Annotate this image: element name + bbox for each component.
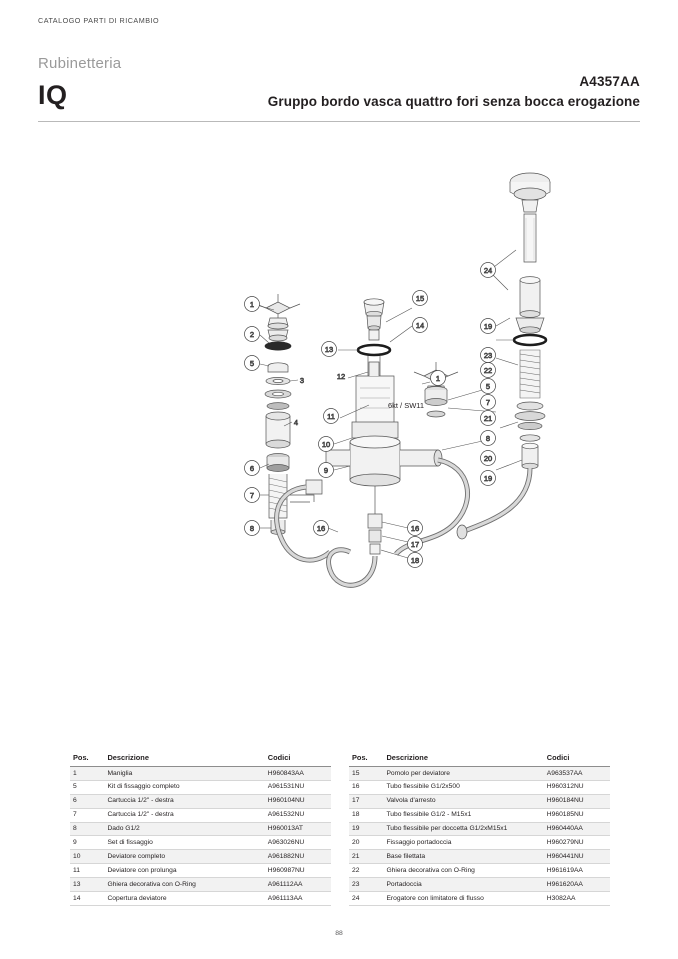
cell-code: H960312NU xyxy=(544,780,610,794)
col-header-description: Descrizione xyxy=(383,750,543,767)
cell-code: A961532NU xyxy=(265,808,331,822)
cell-pos: 1 xyxy=(70,767,104,781)
cell-pos: 6 xyxy=(70,794,104,808)
table-row xyxy=(70,794,331,808)
svg-text:20: 20 xyxy=(483,454,493,463)
svg-text:6: 6 xyxy=(249,464,255,473)
table-row xyxy=(349,780,610,794)
cell-code: H960104NU xyxy=(265,794,331,808)
cell-description: Deviatore con prolunga xyxy=(104,864,264,878)
svg-text:1: 1 xyxy=(249,300,255,309)
cell-description: Portadoccia xyxy=(383,878,543,892)
svg-text:19: 19 xyxy=(483,474,493,483)
cell-description: Ghiera decorativa con O-Ring xyxy=(383,864,543,878)
svg-text:8: 8 xyxy=(249,524,255,533)
cell-pos: 20 xyxy=(349,836,383,850)
cell-description: Kit di fissaggio completo xyxy=(104,780,264,794)
svg-text:9: 9 xyxy=(323,466,329,475)
cell-code: H960185NU xyxy=(544,808,610,822)
cell-code: A961531NU xyxy=(265,780,331,794)
svg-text:14: 14 xyxy=(415,321,425,330)
table-row xyxy=(349,822,610,836)
table-row xyxy=(349,836,610,850)
cell-code: H961620AA xyxy=(544,878,610,892)
cell-code: H960013AT xyxy=(265,822,331,836)
cell-pos: 7 xyxy=(70,808,104,822)
hex-note-label: 6kt / SW11 xyxy=(387,401,425,410)
cell-code: H3082AA xyxy=(544,892,610,906)
model-row xyxy=(38,74,640,109)
svg-text:19: 19 xyxy=(483,322,493,331)
cell-description: Valvola d'arresto xyxy=(383,794,543,808)
svg-text:3: 3 xyxy=(299,376,305,385)
cell-code: A961882NU xyxy=(265,850,331,864)
article-number: A4357AA xyxy=(579,74,640,89)
svg-text:16: 16 xyxy=(316,524,326,533)
cell-description: Tubo flessibile per doccetta G1/2xM15x1 xyxy=(383,822,543,836)
table-row xyxy=(349,850,610,864)
svg-text:8: 8 xyxy=(485,434,491,443)
cell-code: H960279NU xyxy=(544,836,610,850)
cell-pos: 10 xyxy=(70,850,104,864)
cell-code: A961113AA xyxy=(265,892,331,906)
svg-text:22: 22 xyxy=(483,366,493,375)
svg-text:10: 10 xyxy=(321,440,331,449)
exploded-view-diagram xyxy=(38,150,640,730)
cell-description: Copertura deviatore xyxy=(104,892,264,906)
table-row xyxy=(349,892,610,906)
cell-description: Maniglia xyxy=(104,767,264,781)
cell-code: H960987NU xyxy=(265,864,331,878)
cell-description: Deviatore completo xyxy=(104,850,264,864)
svg-text:2: 2 xyxy=(249,330,255,339)
svg-text:12: 12 xyxy=(336,372,346,381)
cell-description: Cartuccia 1/2" - destra xyxy=(104,808,264,822)
table-row xyxy=(349,878,610,892)
table-row xyxy=(349,808,610,822)
parts-tables xyxy=(70,750,610,906)
cell-code: A961112AA xyxy=(265,878,331,892)
cell-code: H960843AA xyxy=(265,767,331,781)
table-header-row xyxy=(70,750,331,767)
svg-text:15: 15 xyxy=(415,294,425,303)
cell-pos: 19 xyxy=(349,822,383,836)
svg-text:23: 23 xyxy=(483,351,493,360)
cell-code: H960184NU xyxy=(544,794,610,808)
table-row xyxy=(70,767,331,781)
cell-description: Tubo flessibile G1/2 - M15x1 xyxy=(383,808,543,822)
cell-pos: 14 xyxy=(70,892,104,906)
cell-pos: 8 xyxy=(70,822,104,836)
cell-pos: 21 xyxy=(349,850,383,864)
title-block xyxy=(38,55,640,109)
svg-text:5: 5 xyxy=(485,382,491,391)
table-row xyxy=(70,850,331,864)
cell-code: A963026NU xyxy=(265,836,331,850)
cell-pos: 9 xyxy=(70,836,104,850)
article-info xyxy=(68,74,640,109)
svg-text:18: 18 xyxy=(410,556,420,565)
cell-pos: 5 xyxy=(70,780,104,794)
table-header-row xyxy=(349,750,610,767)
svg-text:4: 4 xyxy=(293,418,299,427)
table-row xyxy=(70,864,331,878)
catalog-header-label: CATALOGO PARTI DI RICAMBIO xyxy=(38,16,160,25)
cell-pos: 23 xyxy=(349,878,383,892)
col-header-pos: Pos. xyxy=(70,750,104,767)
cell-pos: 17 xyxy=(349,794,383,808)
cell-description: Ghiera decorativa con O-Ring xyxy=(104,878,264,892)
table-row xyxy=(349,864,610,878)
header-divider xyxy=(38,121,640,122)
cell-description: Pomolo per deviatore xyxy=(383,767,543,781)
cell-pos: 18 xyxy=(349,808,383,822)
col-header-code: Codici xyxy=(544,750,610,767)
parts-table-left xyxy=(70,750,331,906)
cell-description: Dado G1/2 xyxy=(104,822,264,836)
cell-description: Erogatore con limitatore di flusso xyxy=(383,892,543,906)
series-label: IQ xyxy=(38,79,68,110)
brand-label: Rubinetteria xyxy=(38,55,122,72)
svg-text:11: 11 xyxy=(327,412,335,421)
cell-pos: 22 xyxy=(349,864,383,878)
cell-description: Cartuccia 1/2" - destra xyxy=(104,794,264,808)
svg-text:21: 21 xyxy=(483,414,493,423)
parts-table-right xyxy=(349,750,610,906)
cell-description: Fissaggio portadoccia xyxy=(383,836,543,850)
svg-text:17: 17 xyxy=(410,540,420,549)
table-row xyxy=(70,808,331,822)
col-header-description: Descrizione xyxy=(104,750,264,767)
table-row xyxy=(70,892,331,906)
cell-description: Tubo flessibile G1/2x500 xyxy=(383,780,543,794)
cell-description: Set di fissaggio xyxy=(104,836,264,850)
svg-text:7: 7 xyxy=(485,398,491,407)
svg-text:7: 7 xyxy=(249,491,255,500)
col-header-pos: Pos. xyxy=(349,750,383,767)
svg-text:16: 16 xyxy=(410,524,420,533)
cell-description: Base filettata xyxy=(383,850,543,864)
cell-pos: 13 xyxy=(70,878,104,892)
cell-pos: 24 xyxy=(349,892,383,906)
svg-text:5: 5 xyxy=(249,359,255,368)
cell-pos: 15 xyxy=(349,767,383,781)
cell-pos: 16 xyxy=(349,780,383,794)
cell-code: H961619AA xyxy=(544,864,610,878)
article-description: Gruppo bordo vasca quattro fori senza bocca erogazione xyxy=(267,94,640,109)
table-row xyxy=(70,822,331,836)
table-row xyxy=(349,767,610,781)
svg-text:24: 24 xyxy=(483,266,493,275)
cell-pos: 11 xyxy=(70,864,104,878)
parts-table-right-body xyxy=(349,767,610,906)
table-row xyxy=(70,836,331,850)
col-header-code: Codici xyxy=(265,750,331,767)
cell-code: H960440AA xyxy=(544,822,610,836)
table-row xyxy=(70,780,331,794)
cell-code: H960441NU xyxy=(544,850,610,864)
parts-table-left-body xyxy=(70,767,331,906)
table-row xyxy=(349,794,610,808)
svg-text:1: 1 xyxy=(435,374,441,383)
cell-code: A963537AA xyxy=(544,767,610,781)
table-row xyxy=(70,878,331,892)
svg-text:13: 13 xyxy=(324,345,334,354)
page-number: 88 xyxy=(335,930,343,937)
